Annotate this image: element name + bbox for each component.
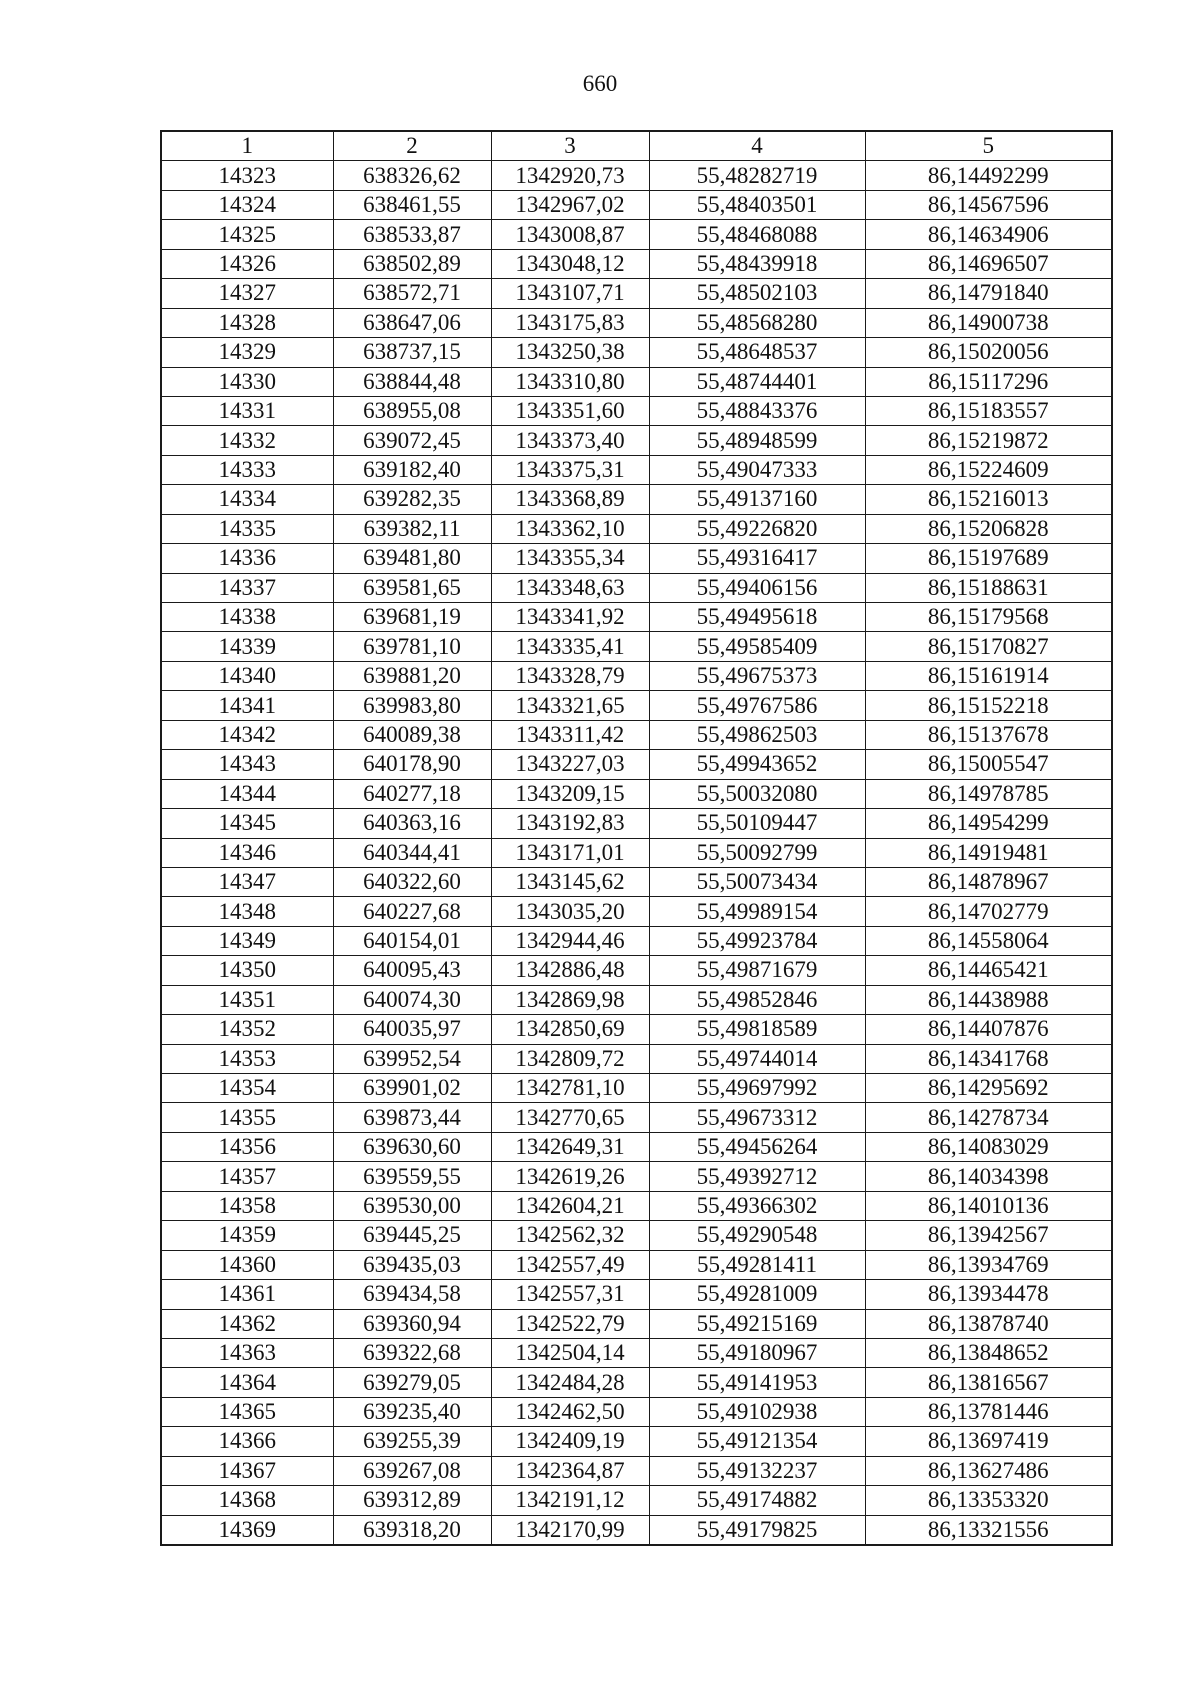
x-coordinate-cell: 639630,60 <box>333 1132 491 1161</box>
latitude-cell: 55,49818589 <box>649 1015 865 1044</box>
longitude-cell: 86,13321556 <box>865 1515 1112 1545</box>
point-number-cell: 14347 <box>161 867 333 896</box>
point-number-cell: 14368 <box>161 1486 333 1515</box>
longitude-cell: 86,13878740 <box>865 1309 1112 1338</box>
x-coordinate-cell: 639435,03 <box>333 1250 491 1279</box>
longitude-cell: 86,15137678 <box>865 720 1112 749</box>
latitude-cell: 55,49102938 <box>649 1397 865 1426</box>
x-coordinate-cell: 639445,25 <box>333 1221 491 1250</box>
longitude-cell: 86,15161914 <box>865 661 1112 690</box>
point-number-cell: 14329 <box>161 338 333 367</box>
table-row <box>161 661 1112 690</box>
x-coordinate-cell: 640035,97 <box>333 1015 491 1044</box>
longitude-cell: 86,14702779 <box>865 897 1112 926</box>
longitude-cell: 86,15005547 <box>865 750 1112 779</box>
point-number-cell: 14340 <box>161 661 333 690</box>
y-coordinate-cell: 1343351,60 <box>491 396 649 425</box>
y-coordinate-cell: 1343341,92 <box>491 603 649 632</box>
longitude-cell: 86,15179568 <box>865 603 1112 632</box>
table-header <box>161 131 1112 161</box>
y-coordinate-cell: 1343008,87 <box>491 220 649 249</box>
latitude-cell: 55,49215169 <box>649 1309 865 1338</box>
y-coordinate-cell: 1342944,46 <box>491 926 649 955</box>
table-row <box>161 1191 1112 1220</box>
table-row <box>161 750 1112 779</box>
longitude-cell: 86,15197689 <box>865 544 1112 573</box>
longitude-cell: 86,14919481 <box>865 838 1112 867</box>
coordinates-table <box>160 130 1113 1546</box>
y-coordinate-cell: 1342781,10 <box>491 1074 649 1103</box>
table-row <box>161 1162 1112 1191</box>
table-row <box>161 1044 1112 1073</box>
y-coordinate-cell: 1343362,10 <box>491 514 649 543</box>
latitude-cell: 55,49132237 <box>649 1456 865 1485</box>
point-number-cell: 14358 <box>161 1191 333 1220</box>
table-row <box>161 279 1112 308</box>
latitude-cell: 55,49290548 <box>649 1221 865 1250</box>
table-row <box>161 1515 1112 1545</box>
longitude-cell: 86,13781446 <box>865 1397 1112 1426</box>
x-coordinate-cell: 639881,20 <box>333 661 491 690</box>
table-row <box>161 1338 1112 1367</box>
y-coordinate-cell: 1343209,15 <box>491 779 649 808</box>
longitude-cell: 86,14878967 <box>865 867 1112 896</box>
column-header-4: 4 <box>649 131 865 161</box>
column-header-3: 3 <box>491 131 649 161</box>
x-coordinate-cell: 638326,62 <box>333 161 491 190</box>
latitude-cell: 55,48744401 <box>649 367 865 396</box>
x-coordinate-cell: 639581,65 <box>333 573 491 602</box>
point-number-cell: 14324 <box>161 190 333 219</box>
point-number-cell: 14365 <box>161 1397 333 1426</box>
point-number-cell: 14361 <box>161 1280 333 1309</box>
y-coordinate-cell: 1343311,42 <box>491 720 649 749</box>
column-header-2: 2 <box>333 131 491 161</box>
table-row <box>161 956 1112 985</box>
table-row <box>161 1309 1112 1338</box>
latitude-cell: 55,49456264 <box>649 1132 865 1161</box>
latitude-cell: 55,49585409 <box>649 632 865 661</box>
table-row <box>161 1103 1112 1132</box>
longitude-cell: 86,14407876 <box>865 1015 1112 1044</box>
y-coordinate-cell: 1342364,87 <box>491 1456 649 1485</box>
longitude-cell: 86,15152218 <box>865 691 1112 720</box>
point-number-cell: 14346 <box>161 838 333 867</box>
point-number-cell: 14342 <box>161 720 333 749</box>
latitude-cell: 55,48502103 <box>649 279 865 308</box>
longitude-cell: 86,15216013 <box>865 485 1112 514</box>
x-coordinate-cell: 639182,40 <box>333 455 491 484</box>
latitude-cell: 55,49673312 <box>649 1103 865 1132</box>
point-number-cell: 14323 <box>161 161 333 190</box>
point-number-cell: 14359 <box>161 1221 333 1250</box>
y-coordinate-cell: 1342191,12 <box>491 1486 649 1515</box>
x-coordinate-cell: 638502,89 <box>333 249 491 278</box>
latitude-cell: 55,49675373 <box>649 661 865 690</box>
table-row <box>161 1074 1112 1103</box>
longitude-cell: 86,15170827 <box>865 632 1112 661</box>
longitude-cell: 86,13934769 <box>865 1250 1112 1279</box>
point-number-cell: 14337 <box>161 573 333 602</box>
table-row <box>161 338 1112 367</box>
latitude-cell: 55,49943652 <box>649 750 865 779</box>
latitude-cell: 55,50092799 <box>649 838 865 867</box>
latitude-cell: 55,49137160 <box>649 485 865 514</box>
point-number-cell: 14353 <box>161 1044 333 1073</box>
table-row <box>161 1250 1112 1279</box>
latitude-cell: 55,49852846 <box>649 985 865 1014</box>
x-coordinate-cell: 639072,45 <box>333 426 491 455</box>
y-coordinate-cell: 1342557,49 <box>491 1250 649 1279</box>
x-coordinate-cell: 638737,15 <box>333 338 491 367</box>
y-coordinate-cell: 1342562,32 <box>491 1221 649 1250</box>
point-number-cell: 14325 <box>161 220 333 249</box>
y-coordinate-cell: 1343355,34 <box>491 544 649 573</box>
y-coordinate-cell: 1342920,73 <box>491 161 649 190</box>
table-row <box>161 1280 1112 1309</box>
table-row <box>161 544 1112 573</box>
x-coordinate-cell: 639312,89 <box>333 1486 491 1515</box>
point-number-cell: 14357 <box>161 1162 333 1191</box>
table-row <box>161 455 1112 484</box>
y-coordinate-cell: 1343171,01 <box>491 838 649 867</box>
x-coordinate-cell: 639318,20 <box>333 1515 491 1545</box>
y-coordinate-cell: 1343328,79 <box>491 661 649 690</box>
longitude-cell: 86,14900738 <box>865 308 1112 337</box>
latitude-cell: 55,49744014 <box>649 1044 865 1073</box>
x-coordinate-cell: 639481,80 <box>333 544 491 573</box>
table-row <box>161 985 1112 1014</box>
y-coordinate-cell: 1343368,89 <box>491 485 649 514</box>
y-coordinate-cell: 1342557,31 <box>491 1280 649 1309</box>
point-number-cell: 14356 <box>161 1132 333 1161</box>
latitude-cell: 55,49121354 <box>649 1427 865 1456</box>
table-row <box>161 1486 1112 1515</box>
longitude-cell: 86,15188631 <box>865 573 1112 602</box>
y-coordinate-cell: 1343250,38 <box>491 338 649 367</box>
x-coordinate-cell: 639235,40 <box>333 1397 491 1426</box>
y-coordinate-cell: 1342504,14 <box>491 1338 649 1367</box>
point-number-cell: 14332 <box>161 426 333 455</box>
y-coordinate-cell: 1342619,26 <box>491 1162 649 1191</box>
latitude-cell: 55,49862503 <box>649 720 865 749</box>
point-number-cell: 14341 <box>161 691 333 720</box>
page-number: 660 <box>582 71 618 96</box>
longitude-cell: 86,14978785 <box>865 779 1112 808</box>
latitude-cell: 55,50032080 <box>649 779 865 808</box>
longitude-cell: 86,13353320 <box>865 1486 1112 1515</box>
x-coordinate-cell: 638461,55 <box>333 190 491 219</box>
latitude-cell: 55,48468088 <box>649 220 865 249</box>
latitude-cell: 55,49989154 <box>649 897 865 926</box>
x-coordinate-cell: 638955,08 <box>333 396 491 425</box>
point-number-cell: 14350 <box>161 956 333 985</box>
y-coordinate-cell: 1342770,65 <box>491 1103 649 1132</box>
longitude-cell: 86,13816567 <box>865 1368 1112 1397</box>
table-row <box>161 426 1112 455</box>
latitude-cell: 55,49180967 <box>649 1338 865 1367</box>
point-number-cell: 14360 <box>161 1250 333 1279</box>
column-header-1: 1 <box>161 131 333 161</box>
longitude-cell: 86,14696507 <box>865 249 1112 278</box>
x-coordinate-cell: 639360,94 <box>333 1309 491 1338</box>
table-row <box>161 220 1112 249</box>
x-coordinate-cell: 639983,80 <box>333 691 491 720</box>
point-number-cell: 14366 <box>161 1427 333 1456</box>
longitude-cell: 86,15020056 <box>865 338 1112 367</box>
y-coordinate-cell: 1343348,63 <box>491 573 649 602</box>
latitude-cell: 55,49697992 <box>649 1074 865 1103</box>
y-coordinate-cell: 1343035,20 <box>491 897 649 926</box>
y-coordinate-cell: 1343048,12 <box>491 249 649 278</box>
point-number-cell: 14352 <box>161 1015 333 1044</box>
y-coordinate-cell: 1342649,31 <box>491 1132 649 1161</box>
y-coordinate-cell: 1343310,80 <box>491 367 649 396</box>
x-coordinate-cell: 640154,01 <box>333 926 491 955</box>
y-coordinate-cell: 1342409,19 <box>491 1427 649 1456</box>
longitude-cell: 86,14438988 <box>865 985 1112 1014</box>
latitude-cell: 55,49366302 <box>649 1191 865 1220</box>
x-coordinate-cell: 639781,10 <box>333 632 491 661</box>
point-number-cell: 14369 <box>161 1515 333 1545</box>
point-number-cell: 14326 <box>161 249 333 278</box>
longitude-cell: 86,13627486 <box>865 1456 1112 1485</box>
latitude-cell: 55,49923784 <box>649 926 865 955</box>
y-coordinate-cell: 1342886,48 <box>491 956 649 985</box>
x-coordinate-cell: 638844,48 <box>333 367 491 396</box>
latitude-cell: 55,48282719 <box>649 161 865 190</box>
y-coordinate-cell: 1342869,98 <box>491 985 649 1014</box>
y-coordinate-cell: 1343335,41 <box>491 632 649 661</box>
table-row <box>161 897 1112 926</box>
table-row <box>161 867 1112 896</box>
longitude-cell: 86,13942567 <box>865 1221 1112 1250</box>
latitude-cell: 55,49179825 <box>649 1515 865 1545</box>
latitude-cell: 55,49392712 <box>649 1162 865 1191</box>
point-number-cell: 14354 <box>161 1074 333 1103</box>
latitude-cell: 55,50109447 <box>649 809 865 838</box>
latitude-cell: 55,49281411 <box>649 1250 865 1279</box>
x-coordinate-cell: 639279,05 <box>333 1368 491 1397</box>
x-coordinate-cell: 638572,71 <box>333 279 491 308</box>
x-coordinate-cell: 640277,18 <box>333 779 491 808</box>
table-row <box>161 308 1112 337</box>
y-coordinate-cell: 1343175,83 <box>491 308 649 337</box>
latitude-cell: 55,48948599 <box>649 426 865 455</box>
x-coordinate-cell: 639681,19 <box>333 603 491 632</box>
latitude-cell: 55,49174882 <box>649 1486 865 1515</box>
x-coordinate-cell: 639322,68 <box>333 1338 491 1367</box>
latitude-cell: 55,48843376 <box>649 396 865 425</box>
longitude-cell: 86,14558064 <box>865 926 1112 955</box>
latitude-cell: 55,48568280 <box>649 308 865 337</box>
longitude-cell: 86,14465421 <box>865 956 1112 985</box>
point-number-cell: 14345 <box>161 809 333 838</box>
latitude-cell: 55,49495618 <box>649 603 865 632</box>
table-row <box>161 632 1112 661</box>
x-coordinate-cell: 640178,90 <box>333 750 491 779</box>
x-coordinate-cell: 639434,58 <box>333 1280 491 1309</box>
table-row <box>161 396 1112 425</box>
x-coordinate-cell: 639873,44 <box>333 1103 491 1132</box>
longitude-cell: 86,15183557 <box>865 396 1112 425</box>
longitude-cell: 86,14791840 <box>865 279 1112 308</box>
y-coordinate-cell: 1342462,50 <box>491 1397 649 1426</box>
table-row <box>161 1015 1112 1044</box>
x-coordinate-cell: 639382,11 <box>333 514 491 543</box>
point-number-cell: 14330 <box>161 367 333 396</box>
y-coordinate-cell: 1342809,72 <box>491 1044 649 1073</box>
table-row <box>161 691 1112 720</box>
x-coordinate-cell: 640227,68 <box>333 897 491 926</box>
longitude-cell: 86,14492299 <box>865 161 1112 190</box>
latitude-cell: 55,49281009 <box>649 1280 865 1309</box>
longitude-cell: 86,14083029 <box>865 1132 1112 1161</box>
x-coordinate-cell: 639559,55 <box>333 1162 491 1191</box>
latitude-cell: 55,49406156 <box>649 573 865 602</box>
y-coordinate-cell: 1343227,03 <box>491 750 649 779</box>
table-row <box>161 1221 1112 1250</box>
longitude-cell: 86,15224609 <box>865 455 1112 484</box>
y-coordinate-cell: 1342170,99 <box>491 1515 649 1545</box>
x-coordinate-cell: 638647,06 <box>333 308 491 337</box>
x-coordinate-cell: 640322,60 <box>333 867 491 896</box>
y-coordinate-cell: 1342850,69 <box>491 1015 649 1044</box>
point-number-cell: 14349 <box>161 926 333 955</box>
point-number-cell: 14367 <box>161 1456 333 1485</box>
table-row <box>161 1456 1112 1485</box>
table-row <box>161 485 1112 514</box>
longitude-cell: 86,14010136 <box>865 1191 1112 1220</box>
y-coordinate-cell: 1343145,62 <box>491 867 649 896</box>
longitude-cell: 86,14034398 <box>865 1162 1112 1191</box>
longitude-cell: 86,15117296 <box>865 367 1112 396</box>
latitude-cell: 55,48648537 <box>649 338 865 367</box>
longitude-cell: 86,15219872 <box>865 426 1112 455</box>
table-row <box>161 779 1112 808</box>
table-row <box>161 573 1112 602</box>
x-coordinate-cell: 639901,02 <box>333 1074 491 1103</box>
y-coordinate-cell: 1343107,71 <box>491 279 649 308</box>
longitude-cell: 86,13848652 <box>865 1338 1112 1367</box>
table-row <box>161 1397 1112 1426</box>
latitude-cell: 55,48403501 <box>649 190 865 219</box>
longitude-cell: 86,13934478 <box>865 1280 1112 1309</box>
y-coordinate-cell: 1343375,31 <box>491 455 649 484</box>
point-number-cell: 14334 <box>161 485 333 514</box>
x-coordinate-cell: 640363,16 <box>333 809 491 838</box>
column-header-5: 5 <box>865 131 1112 161</box>
y-coordinate-cell: 1343192,83 <box>491 809 649 838</box>
latitude-cell: 55,48439918 <box>649 249 865 278</box>
x-coordinate-cell: 639267,08 <box>333 1456 491 1485</box>
latitude-cell: 55,49316417 <box>649 544 865 573</box>
point-number-cell: 14328 <box>161 308 333 337</box>
table-row <box>161 838 1112 867</box>
table-row <box>161 603 1112 632</box>
y-coordinate-cell: 1343321,65 <box>491 691 649 720</box>
y-coordinate-cell: 1342522,79 <box>491 1309 649 1338</box>
point-number-cell: 14339 <box>161 632 333 661</box>
x-coordinate-cell: 640074,30 <box>333 985 491 1014</box>
x-coordinate-cell: 640095,43 <box>333 956 491 985</box>
latitude-cell: 55,49767586 <box>649 691 865 720</box>
table-row <box>161 720 1112 749</box>
y-coordinate-cell: 1343373,40 <box>491 426 649 455</box>
point-number-cell: 14363 <box>161 1338 333 1367</box>
latitude-cell: 55,50073434 <box>649 867 865 896</box>
x-coordinate-cell: 640344,41 <box>333 838 491 867</box>
longitude-cell: 86,15206828 <box>865 514 1112 543</box>
longitude-cell: 86,14278734 <box>865 1103 1112 1132</box>
point-number-cell: 14335 <box>161 514 333 543</box>
point-number-cell: 14327 <box>161 279 333 308</box>
point-number-cell: 14343 <box>161 750 333 779</box>
longitude-cell: 86,13697419 <box>865 1427 1112 1456</box>
longitude-cell: 86,14567596 <box>865 190 1112 219</box>
table-row <box>161 161 1112 190</box>
y-coordinate-cell: 1342967,02 <box>491 190 649 219</box>
table-row <box>161 514 1112 543</box>
point-number-cell: 14338 <box>161 603 333 632</box>
table-row <box>161 249 1112 278</box>
x-coordinate-cell: 639530,00 <box>333 1191 491 1220</box>
point-number-cell: 14333 <box>161 455 333 484</box>
point-number-cell: 14336 <box>161 544 333 573</box>
point-number-cell: 14364 <box>161 1368 333 1397</box>
point-number-cell: 14344 <box>161 779 333 808</box>
table-row <box>161 1132 1112 1161</box>
y-coordinate-cell: 1342484,28 <box>491 1368 649 1397</box>
longitude-cell: 86,14954299 <box>865 809 1112 838</box>
point-number-cell: 14331 <box>161 396 333 425</box>
table-row <box>161 367 1112 396</box>
x-coordinate-cell: 639282,35 <box>333 485 491 514</box>
point-number-cell: 14348 <box>161 897 333 926</box>
table-row <box>161 1368 1112 1397</box>
latitude-cell: 55,49871679 <box>649 956 865 985</box>
point-number-cell: 14362 <box>161 1309 333 1338</box>
latitude-cell: 55,49141953 <box>649 1368 865 1397</box>
x-coordinate-cell: 640089,38 <box>333 720 491 749</box>
point-number-cell: 14355 <box>161 1103 333 1132</box>
header-row <box>161 131 1112 161</box>
longitude-cell: 86,14634906 <box>865 220 1112 249</box>
x-coordinate-cell: 639952,54 <box>333 1044 491 1073</box>
table-row <box>161 190 1112 219</box>
x-coordinate-cell: 638533,87 <box>333 220 491 249</box>
longitude-cell: 86,14341768 <box>865 1044 1112 1073</box>
table-body <box>161 161 1112 1545</box>
y-coordinate-cell: 1342604,21 <box>491 1191 649 1220</box>
x-coordinate-cell: 639255,39 <box>333 1427 491 1456</box>
table-row <box>161 1427 1112 1456</box>
latitude-cell: 55,49047333 <box>649 455 865 484</box>
longitude-cell: 86,14295692 <box>865 1074 1112 1103</box>
table-row <box>161 809 1112 838</box>
point-number-cell: 14351 <box>161 985 333 1014</box>
latitude-cell: 55,49226820 <box>649 514 865 543</box>
table-row <box>161 926 1112 955</box>
